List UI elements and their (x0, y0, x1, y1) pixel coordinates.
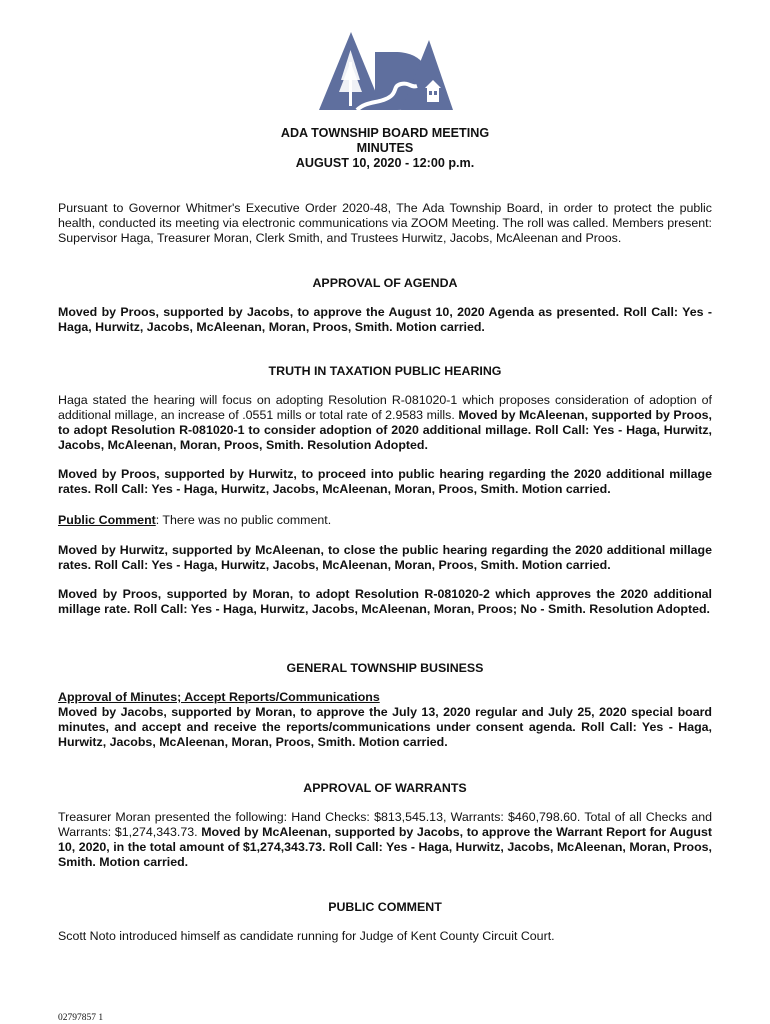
agenda-motion: Moved by Proos, supported by Jacobs, to approve the August 10, 2020 Agenda as presented. Roll Call: Yes - Haga, Hurwitz, Jacobs, McAleenan, Moran, Proos, Smith. Motion carried. (58, 305, 712, 334)
agenda-heading: APPROVAL OF AGENDA (312, 276, 458, 290)
public-comment-heading: PUBLIC COMMENT (328, 900, 442, 914)
warrants-text: Treasurer Moran presented the following: Hand Checks: $813,545.13, Warrants: $460,798.60. Total of all Checks and Warrants: $1,274,343.73. (58, 810, 712, 839)
ada-township-logo (317, 28, 453, 112)
public-comment-label: Public Comment (58, 513, 156, 527)
truth-paragraph-1 (58, 393, 712, 453)
truth-paragraph-3: Moved by Hurwitz, supported by McAleenan, to close the public hearing regarding the 2020 additional millage rates. Roll Call: Yes - Haga, Hurwitz, Jacobs, McAleenan, Moran, Proos, Smith. Motion carried. (58, 543, 712, 572)
general-heading: GENERAL TOWNSHIP BUSINESS (286, 661, 484, 675)
meeting-date: AUGUST 10, 2020 - 12:00 p.m. (295, 156, 475, 170)
intro-paragraph: Pursuant to Governor Whitmer's Executive Order 2020-48, The Ada Township Board, in order to protect the public health, conducted its meeting via electronic communications via ZOOM Meeting. The roll was called. Members present: Supervisor Haga, Treasurer Moran, Clerk Smith, and Trustees Hurwitz, Jacobs, McAleenan and Proos. (58, 201, 712, 245)
general-subheading: Approval of Minutes; Accept Reports/Communications (58, 690, 380, 704)
warrants-paragraph (58, 810, 712, 870)
document-type: MINUTES (356, 141, 414, 155)
meeting-title: ADA TOWNSHIP BOARD MEETING (280, 126, 490, 140)
public-comment-paragraph: Scott Noto introduced himself as candidate running for Judge of Kent County Circuit Court. (58, 929, 555, 943)
truth-p1-motion: Moved by McAleenan, supported by Proos, to adopt Resolution R-081020-1 to consider adoption of 2020 additional millage. Roll Call: Yes - Haga, Hurwitz, Jacobs, McAleenan, Moran, Proos, Smith. Resolution Adopted. (58, 408, 712, 452)
warrants-heading: APPROVAL OF WARRANTS (303, 781, 467, 795)
warrants-motion: Moved by McAleenan, supported by Jacobs, to approve the Warrant Report for August 10, 2020, in the total amount of $1,274,343.73. Roll Call: Yes - Haga, Hurwitz, Jacobs, McAleenan, Moran, Proos, Smith. Motion carried. (58, 825, 712, 869)
truth-paragraph-4: Moved by Proos, supported by Moran, to adopt Resolution R-081020-2 which approves the 2020 additional millage rate. Roll Call: Yes - Haga, Hurwitz, Jacobs, McAleenan, Moran, Proos; No - Smith. Resolution Adopted. (58, 587, 712, 616)
truth-p1-text: Haga stated the hearing will focus on adopting Resolution R-081020-1 which proposes consideration of adoption of additional millage, an increase of .0551 mills or total rate of 2.9583 mills. (58, 393, 712, 422)
truth-paragraph-2: Moved by Proos, supported by Hurwitz, to proceed into public hearing regarding the 2020 additional millage rates. Roll Call: Yes - Haga, Hurwitz, Jacobs, McAleenan, Moran, Proos, Smith. Motion carried. (58, 467, 712, 496)
document-id: 02797857 1 (58, 1013, 104, 1023)
public-comment-line (58, 513, 712, 528)
general-motion: Moved by Jacobs, supported by Moran, to approve the July 13, 2020 regular and July 25, 2020 special board minutes, and accept and receive the reports/communications under consent agenda. Roll Call: Yes - Haga, Hurwitz, Jacobs, McAleenan, Moran, Proos, Smith. Motion carried. (58, 705, 712, 749)
truth-heading: TRUTH IN TAXATION PUBLIC HEARING (268, 364, 502, 378)
public-comment-text: : There was no public comment. (155, 513, 332, 527)
